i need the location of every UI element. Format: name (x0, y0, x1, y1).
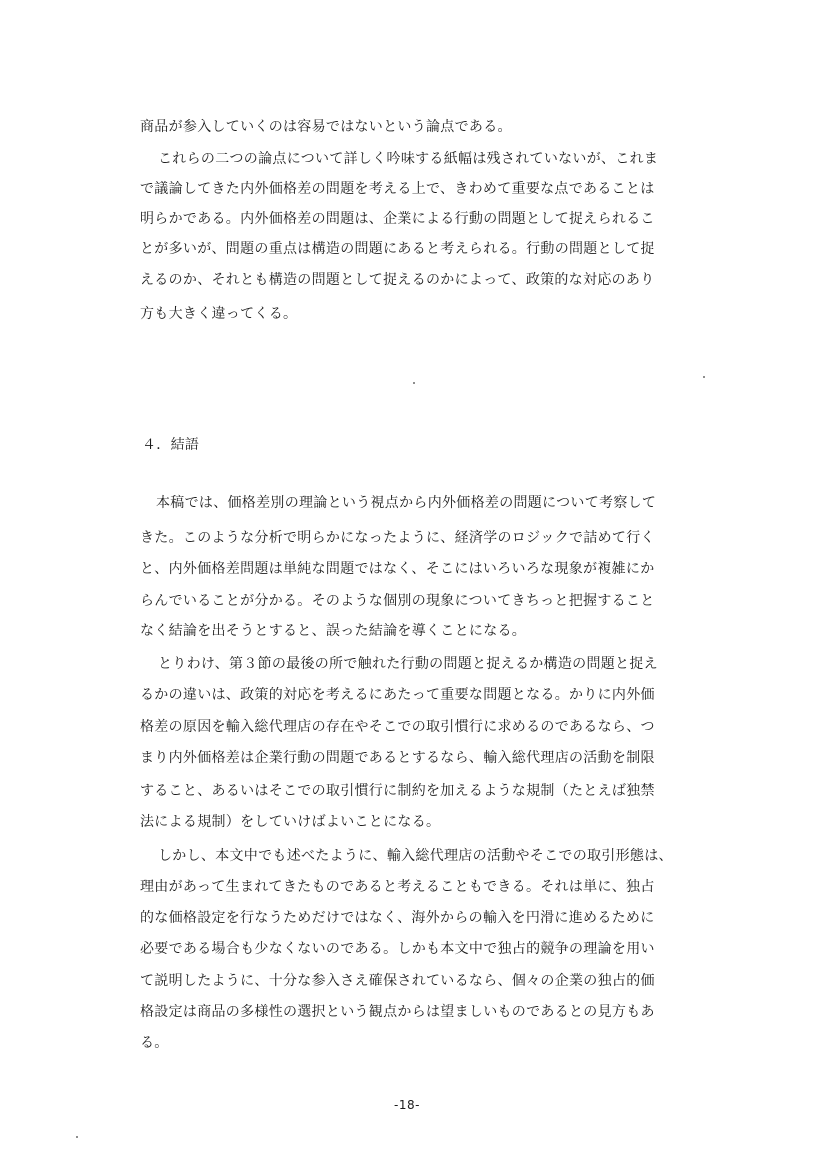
body-text-line: 理由があって生まれてきたものであると考えることもできる。それは単に、独占 (140, 879, 655, 895)
scan-speck (703, 376, 705, 378)
body-text-line: しかし、本文中でも述べたように、輸入総代理店の活動やそこでの取引形態は、 (158, 848, 673, 864)
body-text-line: すること、あるいはそこでの取引慣行に制約を加えるような規制（たとえば独禁 (140, 783, 655, 799)
body-text-line: て説明したように、十分な参入さえ確保されているなら、個々の企業の独占的価 (140, 973, 655, 989)
body-text-line: と、内外価格差問題は単純な問題ではなく、そこにはいろいろな現象が複雑にか (140, 561, 655, 577)
body-text-line: らんでいることが分かる。そのような個別の現象についてきちっと把握すること (140, 593, 655, 609)
body-text-line: 格差の原因を輸入総代理店の存在やそこでの取引慣行に求めるのであるなら、つ (140, 719, 655, 735)
body-text-line: えるのか、それとも構造の問題として捉えるのかによって、政策的な対応のあり (140, 272, 655, 288)
body-text-line: とりわけ、第３節の最後の所で触れた行動の問題と捉えるか構造の問題と捉え (158, 656, 658, 672)
body-text-line: 格設定は商品の多様性の選択という観点からは望ましいものであるとの見方もあ (140, 1004, 655, 1020)
body-text-line: まり内外価格差は企業行動の問題であるとするなら、輸入総代理店の活動を制限 (140, 750, 655, 766)
body-text-line: で議論してきた内外価格差の問題を考える上で、きわめて重要な点であることは (140, 181, 655, 197)
body-text-line: これらの二つの論点について詳しく吟味する紙幅は残されていないが、これま (158, 151, 659, 167)
scan-speck (76, 1136, 78, 1138)
body-text-line: 方も大きく違ってくる。 (140, 306, 298, 322)
body-text-line: とが多いが、問題の重点は構造の問題にあると考えられる。行動の問題として捉 (140, 241, 655, 257)
body-text-line: 的な価格設定を行なうためだけではなく、海外からの輸入を円滑に進めるために (140, 910, 655, 926)
body-text-line: 明らかである。内外価格差の問題は、企業による行動の問題として捉えられるこ (140, 211, 655, 227)
body-text-line: 本稿では、価格差別の理論という視点から内外価格差の問題について考察して (156, 495, 657, 511)
page-number: -18- (394, 1098, 420, 1112)
body-text-line: 必要である場合も少なくないのである。しかも本文中で独占的競争の理論を用い (140, 941, 655, 957)
body-text-line: る。 (140, 1035, 169, 1051)
body-text-line: るかの違いは、政策的対応を考えるにあたって重要な問題となる。かりに内外価 (140, 687, 655, 703)
body-text-line: 商品が参入していくのは容易ではないという論点である。 (140, 119, 512, 135)
body-text-line: きた。このような分析で明らかになったように、経済学のロジックで詰めて行く (140, 530, 655, 546)
body-text-line: なく結論を出そうとすると、誤った結論を導くことになる。 (140, 623, 527, 639)
section-heading: ４．結語 (142, 437, 200, 453)
body-text-line: 法による規制）をしていけばよいことになる。 (140, 814, 441, 830)
scan-speck (413, 382, 415, 384)
